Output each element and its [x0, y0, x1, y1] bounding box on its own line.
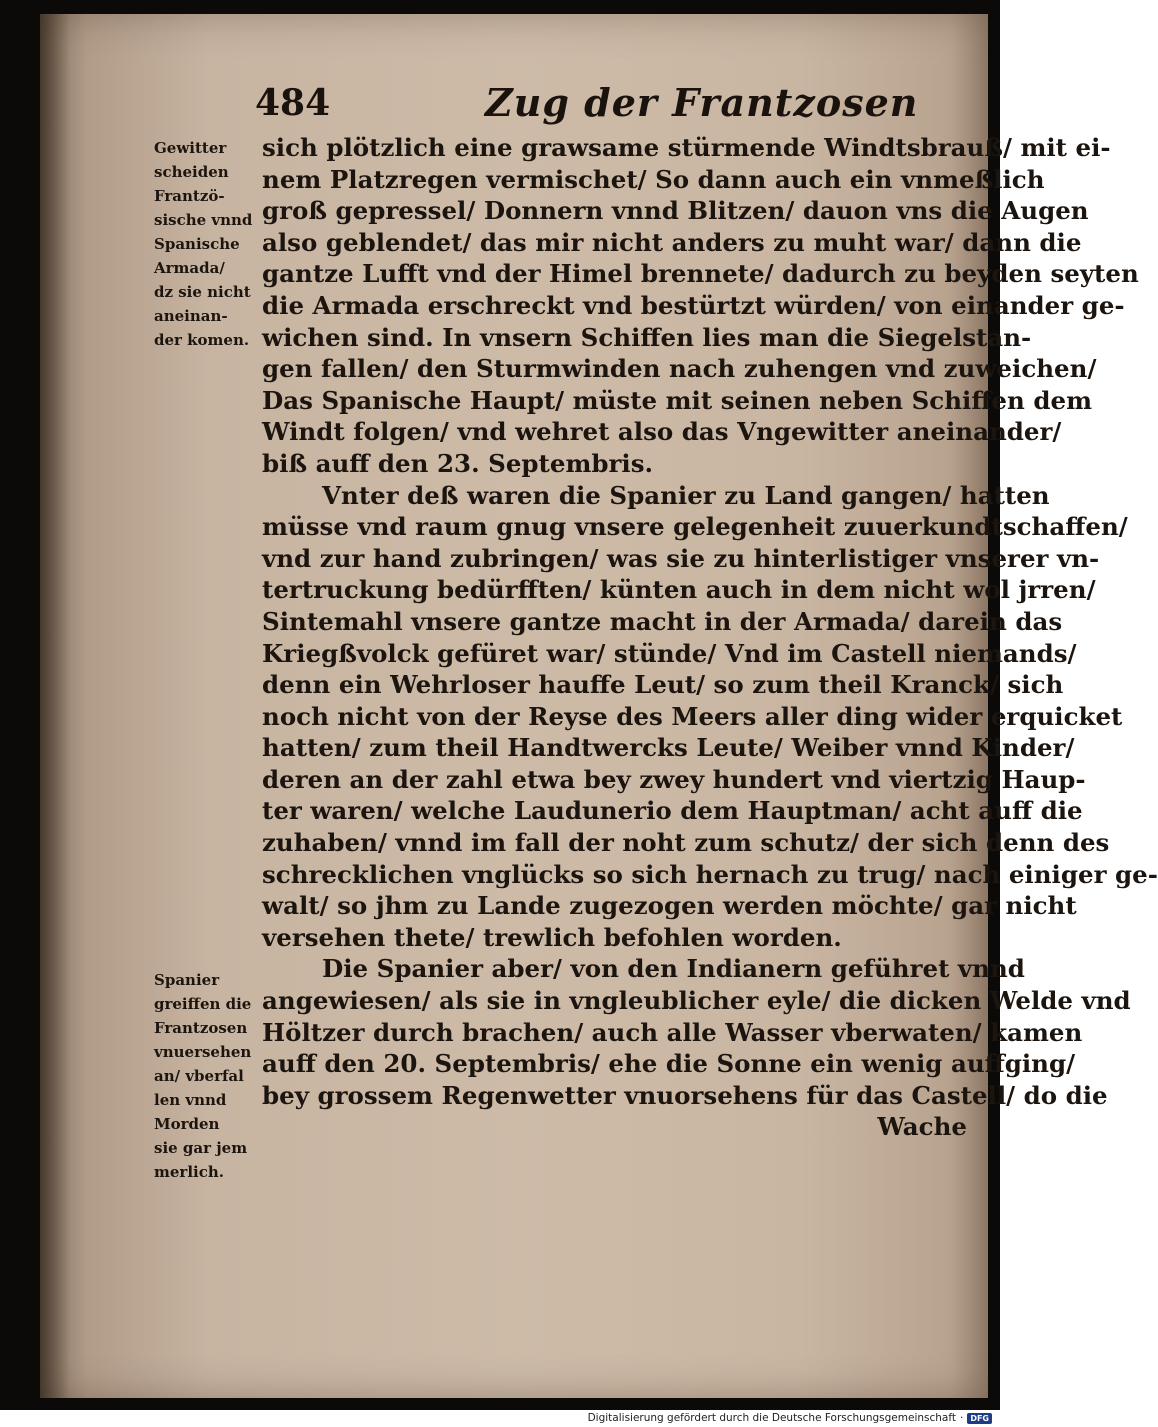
marginal-line: len vnnd [154, 1091, 227, 1109]
text-line: biß auff den 23. Septembris. [262, 448, 654, 478]
marginal-line: Frantzö- [154, 187, 225, 205]
text-line: vnd zur hand zubringen/ was sie zu hinterlistiger vnserer vn- [262, 543, 1100, 573]
marginal-line: der komen. [154, 331, 250, 349]
text-line: versehen thete/ trewlich befohlen worden. [262, 922, 842, 952]
text-line: wichen sind. In vnsern Schiffen lies man die Siegelstan- [262, 322, 1032, 352]
marginal-line: merlich. [154, 1163, 224, 1181]
paragraph-start-line: Die Spanier aber/ von den Indianern geführet vnnd [322, 954, 1025, 984]
marginal-line: Frantzosen [154, 1019, 248, 1037]
marginal-note-1 [154, 136, 262, 352]
marginal-line: an/ vberfal [154, 1067, 244, 1085]
marginal-line: vnuersehen [154, 1043, 252, 1061]
text-line: schrecklichen vnglücks so sich hernach zu trug/ nach einiger ge- [262, 859, 1158, 889]
marginal-line: aneinan- [154, 307, 228, 325]
text-line: Das Spanische Haupt/ müste mit seinen neben Schiffen dem [262, 385, 1093, 415]
running-title: Zug der Frantzosen [485, 80, 919, 125]
marginal-line: Spanier [154, 971, 220, 989]
page-header [255, 82, 975, 134]
text-line: die Armada erschreckt vnd bestürtzt würden/ von einander ge- [262, 290, 1125, 320]
page-gutter [40, 14, 70, 1398]
marginal-line: Morden [154, 1115, 220, 1133]
text-line: auff den 20. Septembris/ ehe die Sonne ein wenig auffging/ [262, 1049, 1076, 1079]
text-line: groß gepressel/ Donnern vnnd Blitzen/ dauon vns die Augen [262, 196, 1089, 226]
text-line: hatten/ zum theil Handtwercks Leute/ Weiber vnnd Kinder/ [262, 733, 1075, 763]
catchword: Wache [877, 1112, 967, 1142]
text-line: zuhaben/ vnnd im fall der noht zum schutz/ der sich denn des [262, 828, 1110, 858]
text-line: Sintemahl vnsere gantze macht in der Armada/ darein das [262, 606, 1063, 636]
text-line: angewiesen/ als sie in vngleublicher eyle/ die dicken Welde vnd [262, 986, 1131, 1016]
text-line: denn ein Wehrloser hauffe Leut/ so zum theil Kranck/ sich [262, 670, 1064, 700]
text-line: Windt folgen/ vnd wehret also das Vngewitter aneinander/ [262, 417, 1062, 447]
text-line: ter waren/ welche Laudunerio dem Hauptman/ acht auff die [262, 796, 1083, 826]
separator: · [959, 1412, 964, 1424]
text-line: deren an der zahl etwa bey zwey hundert vnd viertzig Haup- [262, 764, 1086, 794]
body-text [262, 132, 1158, 1143]
marginal-line: greiffen die [154, 995, 252, 1013]
paragraph-start-line: Vnter deß waren die Spanier zu Land gangen/ hatten [322, 480, 1050, 510]
marginal-line: dz sie nicht [154, 283, 251, 301]
text-line: nem Platzregen vermischet/ So dann auch ein vnmeßlich [262, 164, 1045, 194]
marginal-line: sische vnnd [154, 211, 253, 229]
text-line: also geblendet/ das mir nicht anders zu muht war/ dann die [262, 227, 1082, 257]
marginal-line: Armada/ [154, 259, 225, 277]
text-line: tertruckung bedürfften/ künten auch in dem nicht wol jrren/ [262, 575, 1096, 605]
dfg-logo: DFG [967, 1413, 992, 1424]
marginal-line: Spanische [154, 235, 240, 253]
marginal-line: sie gar jem [154, 1139, 248, 1157]
text-line: sich plötzlich eine grawsame stürmende Windtsbrauß/ mit ei- [262, 133, 1111, 162]
text-line: müsse vnd raum gnug vnsere gelegenheit zuuerkundtschaffen/ [262, 512, 1128, 542]
text-line: noch nicht von der Reyse des Meers aller ding wider erquicket [262, 701, 1123, 731]
text-line: walt/ so jhm zu Lande zugezogen werden möchte/ gar nicht [262, 891, 1077, 921]
digitization-credit [588, 1412, 992, 1424]
marginal-line: Gewitter [154, 139, 227, 157]
credit-text: Digitalisierung gefördert durch die Deutsche Forschungsgemeinschaft [587, 1412, 956, 1424]
text-line: Kriegßvolck gefüret war/ stünde/ Vnd im Castell niemands/ [262, 638, 1077, 668]
text-line: gen fallen/ den Sturmwinden nach zuhengen vnd zuweichen/ [262, 354, 1097, 384]
text-line: bey grossem Regenwetter vnuorsehens für das Castell/ do die [262, 1080, 1108, 1110]
text-line: Höltzer durch brachen/ auch alle Wasser vberwaten/ kamen [262, 1017, 1083, 1047]
text-line: gantze Lufft vnd der Himel brennete/ dadurch zu beyden seyten [262, 259, 1139, 289]
page-number: 484 [255, 82, 331, 124]
marginal-line: scheiden [154, 163, 229, 181]
marginal-note-2 [154, 968, 262, 1184]
